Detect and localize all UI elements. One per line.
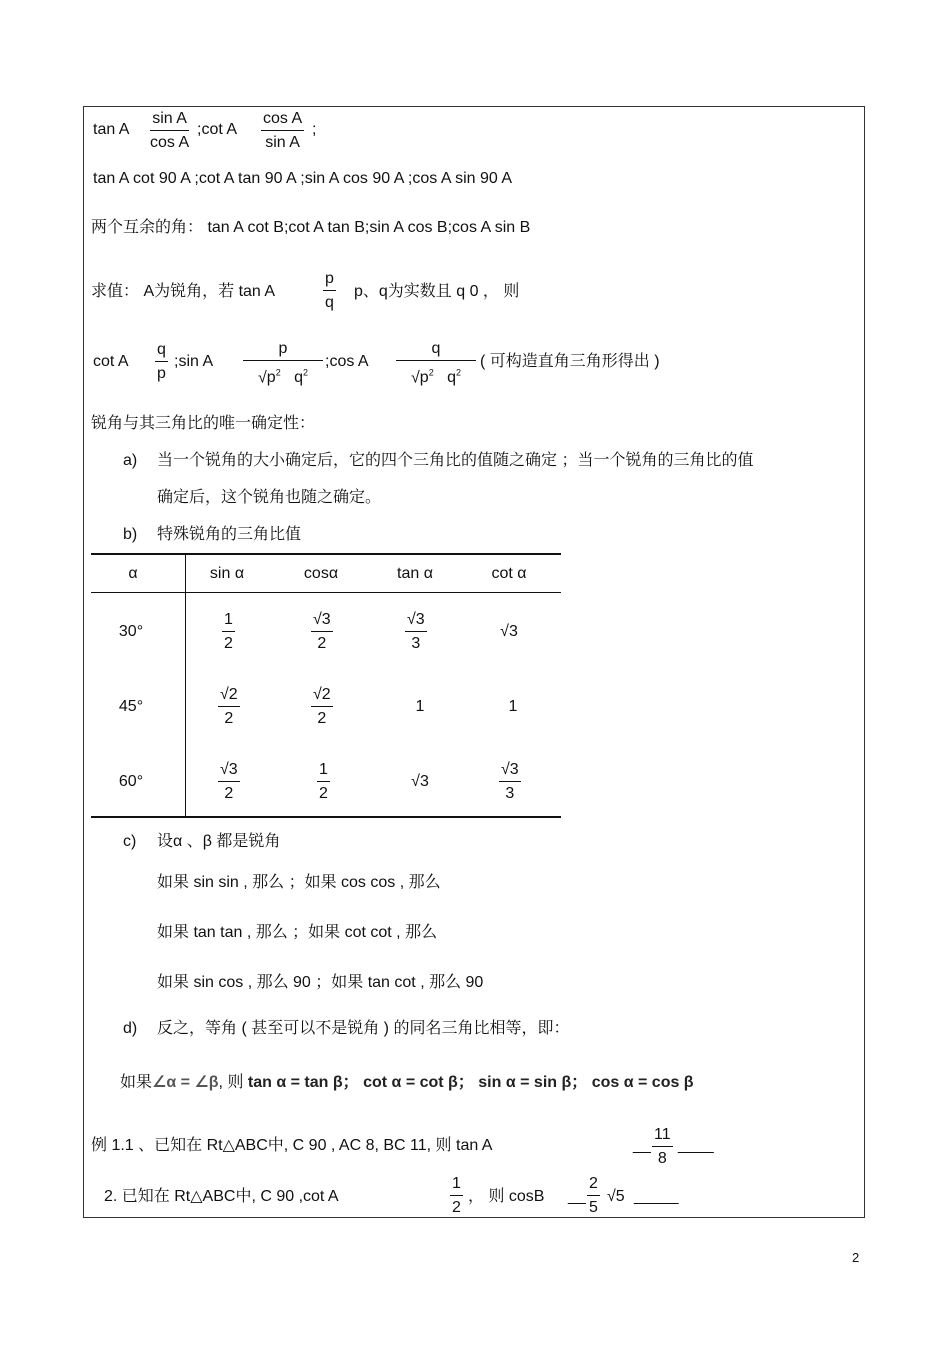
evaluate-condition: p、q为实数且 q 0 ， 则 [354, 283, 520, 300]
cos-result-label: ;cos A [325, 353, 369, 370]
item-d-label: d) [123, 1020, 138, 1037]
header-cot: cot α [491, 565, 527, 582]
cot30: √3 [500, 623, 518, 640]
page-number: 2 [852, 1250, 860, 1265]
tan45: 1 [415, 698, 425, 715]
cot-def-label: ;cot A [197, 121, 238, 138]
item-d-text: 反之，等角 ( 甚至可以不是锐角 ) 的同名三角比相等，即： [157, 1020, 570, 1037]
cot45: 1 [508, 698, 518, 715]
half-fraction: $\frac{1}{2}$ [452, 1175, 461, 1216]
item-a-text1: 当一个锐角的大小确定后，它的四个三角比的值随之确定 ；当一个锐角的三角比的值 [157, 452, 754, 469]
cofunction-line: tan A cot 90 A ;cot A tan 90 A ;sin A cos 90 A ;cos A sin 90 A [93, 170, 512, 187]
special-angle-table [91, 553, 561, 818]
q-over-p: $\frac{q}{p}$ [157, 341, 166, 382]
answer-2-over-5: $\frac{2}{5}$ [589, 1175, 598, 1216]
cot-fraction: $\frac{\text{cos A}}{\text{sin A}}$ [263, 110, 303, 151]
sin60: $\frac{√3}{2}$ [220, 761, 238, 802]
evaluate-line: 求值： A为锐角，若 tan A [91, 283, 276, 300]
answer-blank-1b: ____ [678, 1137, 714, 1154]
cos30: $\frac{√3}{2}$ [313, 611, 331, 652]
sin45: $\frac{√2}{2}$ [220, 686, 238, 727]
line1-end: ; [312, 121, 317, 138]
item-a-label: a) [123, 452, 138, 469]
cos45: $\frac{√2}{2}$ [313, 686, 331, 727]
tan30: $\frac{√3}{3}$ [407, 611, 425, 652]
item-c-line1: 如果 sin sin , 那么 ；如果 cos cos , 那么 [157, 874, 441, 891]
tan-def-label: tan A [93, 121, 130, 138]
answer-11-over-8: $\frac{11}{8}$ [654, 1126, 671, 1167]
p-over-q: $\frac{p}{q}$ [325, 270, 334, 311]
tan60: √3 [411, 773, 429, 790]
tan-fraction: $\frac{\text{sin A}}{\text{cos A}}$ [150, 110, 190, 151]
angle-45: 45° [118, 698, 144, 715]
header-alpha: α [128, 565, 138, 582]
sin-result-label: ;sin A [174, 353, 214, 370]
header-cos: cosα [303, 565, 339, 582]
answer-blank-1a: __ [633, 1137, 651, 1154]
sin30: $\frac{1}{2}$ [224, 611, 233, 652]
item-b-text: 特殊锐角的三角比值 [157, 526, 302, 543]
cot-result-label: cot A [93, 353, 129, 370]
item-a-text2: 确定后，这个锐角也随之确定。 [157, 489, 382, 506]
uniqueness-heading: 锐角与其三角比的唯一确定性： [91, 415, 316, 432]
cos60: $\frac{1}{2}$ [319, 761, 328, 802]
complementary-line: 两个互余的角： tan A cot B;cot A tan B;sin A cos B;cos A sin B [91, 219, 531, 236]
item-c-line3: 如果 sin cos , 那么 90 ；如果 tan cot , 那么 90 [157, 974, 484, 991]
construct-note: ( 可构造直角三角形得出 ) [480, 353, 660, 370]
sin-result-fraction: $\frac{p}{√p^2 q^2}$ [243, 340, 323, 387]
example-2-mid: ， 则 cosB [468, 1188, 545, 1205]
example-2: 2. 已知在 Rt△ABC中, C 90 ,cot A [104, 1188, 339, 1205]
item-c-text: 设α 、β 都是锐角 [157, 833, 281, 850]
item-c-label: c) [123, 833, 137, 850]
item-c-line2: 如果 tan tan , 那么 ；如果 cot cot , 那么 [157, 924, 438, 941]
answer-blank-2a: __ [568, 1188, 586, 1205]
item-b-label: b) [123, 526, 138, 543]
cot60: $\frac{√3}{3}$ [501, 761, 519, 802]
answer-sqrt5: √5 [607, 1188, 625, 1205]
answer-blank-2b: _____ [634, 1188, 679, 1205]
cos-result-fraction: $\frac{q}{√p^2 q^2}$ [396, 340, 476, 387]
angle-60: 60° [118, 773, 144, 790]
item-d-formula: 如果∠α = ∠β, 则 tan α = tan β； cot α = cot β； sin α = sin β； cos α = cos β [120, 1074, 694, 1091]
header-sin: sin α [209, 565, 245, 582]
angle-30: 30° [118, 623, 144, 640]
example-1-1: 例 1.1 、已知在 Rt△ABC中, C 90 , AC 8, BC 11, 则 tan A [91, 1137, 493, 1154]
header-tan: tan α [397, 565, 433, 582]
